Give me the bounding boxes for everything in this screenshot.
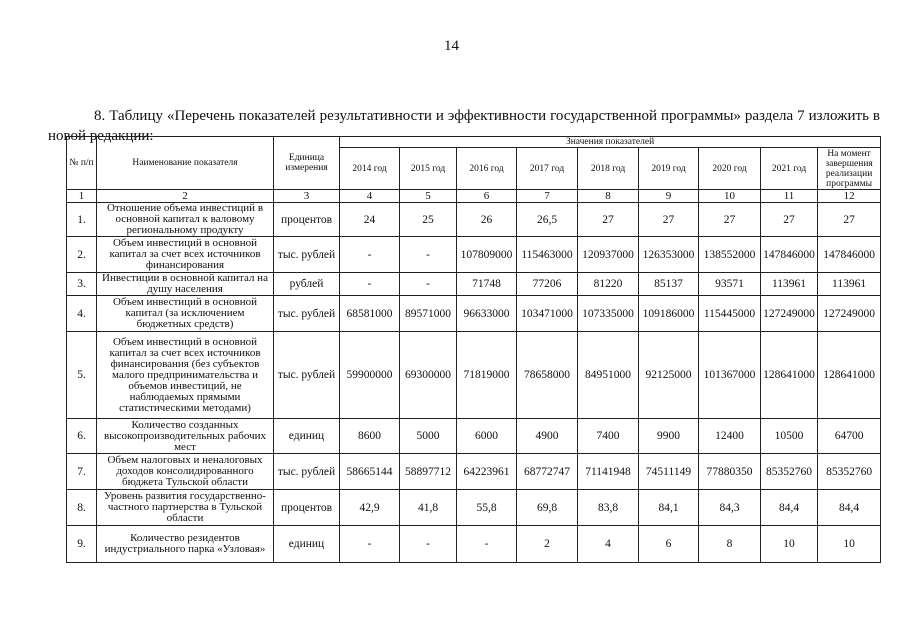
column-index-cell: 8 bbox=[578, 190, 639, 203]
indicators-table bbox=[66, 136, 881, 563]
table-row bbox=[67, 526, 881, 563]
value-cell: 115463000 bbox=[517, 237, 578, 273]
value-cell: 71141948 bbox=[578, 454, 639, 490]
table-row bbox=[67, 454, 881, 490]
value-cell: 27 bbox=[761, 203, 818, 237]
indicator-name: Количество резидентов индустриального парка «Узловая» bbox=[97, 526, 274, 563]
header-values-group: Значения показателей bbox=[340, 137, 881, 148]
value-cell: - bbox=[400, 237, 457, 273]
value-cell: - bbox=[340, 237, 400, 273]
header-name: Наименование показателя bbox=[97, 137, 274, 190]
value-cell: 81220 bbox=[578, 273, 639, 296]
table-row bbox=[67, 203, 881, 237]
value-cell: 5000 bbox=[400, 419, 457, 454]
header-year: 2021 год bbox=[761, 148, 818, 190]
value-cell: 113961 bbox=[761, 273, 818, 296]
value-cell: 107809000 bbox=[457, 237, 517, 273]
value-cell: 107335000 bbox=[578, 296, 639, 332]
value-cell: 84951000 bbox=[578, 332, 639, 419]
value-cell: 12400 bbox=[699, 419, 761, 454]
value-cell: 84,4 bbox=[818, 490, 881, 526]
value-cell: 128641000 bbox=[761, 332, 818, 419]
value-cell: 120937000 bbox=[578, 237, 639, 273]
table-row bbox=[67, 332, 881, 419]
value-cell: 27 bbox=[699, 203, 761, 237]
row-number: 3. bbox=[67, 273, 97, 296]
row-number: 2. bbox=[67, 237, 97, 273]
row-number: 8. bbox=[67, 490, 97, 526]
value-cell: 85137 bbox=[639, 273, 699, 296]
value-cell: 84,1 bbox=[639, 490, 699, 526]
value-cell: 127249000 bbox=[761, 296, 818, 332]
indicator-name: Объем инвестиций в основной капитал за счет всех источников финансирования (без субъектов малого предпринимательства и объемов инвестиций, не наблюдаемых прямыми статистическими методами) bbox=[97, 332, 274, 419]
row-number: 6. bbox=[67, 419, 97, 454]
header-year: 2020 год bbox=[699, 148, 761, 190]
value-cell: 8600 bbox=[340, 419, 400, 454]
indicator-name: Объем инвестиций в основной капитал за счет всех источников финансирования bbox=[97, 237, 274, 273]
value-cell: 59900000 bbox=[340, 332, 400, 419]
row-number: 1. bbox=[67, 203, 97, 237]
value-cell: 138552000 bbox=[699, 237, 761, 273]
value-cell: 147846000 bbox=[761, 237, 818, 273]
value-cell: 26 bbox=[457, 203, 517, 237]
value-cell: 27 bbox=[578, 203, 639, 237]
value-cell: 24 bbox=[340, 203, 400, 237]
value-cell: 42,9 bbox=[340, 490, 400, 526]
value-cell: 85352760 bbox=[761, 454, 818, 490]
column-index-cell: 9 bbox=[639, 190, 699, 203]
row-number: 4. bbox=[67, 296, 97, 332]
value-cell: 85352760 bbox=[818, 454, 881, 490]
header-year: 2017 год bbox=[517, 148, 578, 190]
value-cell: 10 bbox=[818, 526, 881, 563]
table-body bbox=[67, 190, 881, 563]
indicator-name: Уровень развития государственно-частного партнерства в Тульской области bbox=[97, 490, 274, 526]
table-header bbox=[67, 137, 881, 190]
value-cell: 93571 bbox=[699, 273, 761, 296]
header-year: 2018 год bbox=[578, 148, 639, 190]
value-cell: 103471000 bbox=[517, 296, 578, 332]
value-cell: 68772747 bbox=[517, 454, 578, 490]
table-row bbox=[67, 237, 881, 273]
column-index-cell: 1 bbox=[67, 190, 97, 203]
indicator-name: Количество созданных высокопроизводительных рабочих мест bbox=[97, 419, 274, 454]
value-cell: 147846000 bbox=[818, 237, 881, 273]
value-cell: 8 bbox=[699, 526, 761, 563]
value-cell: 68581000 bbox=[340, 296, 400, 332]
table-row bbox=[67, 273, 881, 296]
value-cell: 74511149 bbox=[639, 454, 699, 490]
unit-cell: процентов bbox=[274, 490, 340, 526]
value-cell: 9900 bbox=[639, 419, 699, 454]
row-number: 7. bbox=[67, 454, 97, 490]
unit-cell: единиц bbox=[274, 526, 340, 563]
value-cell: - bbox=[340, 526, 400, 563]
column-index-cell: 5 bbox=[400, 190, 457, 203]
unit-cell: тыс. рублей bbox=[274, 237, 340, 273]
value-cell: 6 bbox=[639, 526, 699, 563]
value-cell: 69,8 bbox=[517, 490, 578, 526]
value-cell: 25 bbox=[400, 203, 457, 237]
table-row bbox=[67, 490, 881, 526]
indicator-name: Объем налоговых и неналоговых доходов консолидированного бюджета Тульской области bbox=[97, 454, 274, 490]
column-index-row bbox=[67, 190, 881, 203]
value-cell: 7400 bbox=[578, 419, 639, 454]
column-index-cell: 6 bbox=[457, 190, 517, 203]
unit-cell: тыс. рублей bbox=[274, 296, 340, 332]
value-cell: 58665144 bbox=[340, 454, 400, 490]
unit-cell: тыс. рублей bbox=[274, 454, 340, 490]
value-cell: 58897712 bbox=[400, 454, 457, 490]
value-cell: - bbox=[400, 273, 457, 296]
value-cell: 64700 bbox=[818, 419, 881, 454]
value-cell: 26,5 bbox=[517, 203, 578, 237]
indicator-name: Отношение объема инвестиций в основной капитал к валовому региональному продукту bbox=[97, 203, 274, 237]
value-cell: 84,3 bbox=[699, 490, 761, 526]
value-cell: 77206 bbox=[517, 273, 578, 296]
table-row bbox=[67, 296, 881, 332]
value-cell: 101367000 bbox=[699, 332, 761, 419]
column-index-cell: 10 bbox=[699, 190, 761, 203]
header-year: 2016 год bbox=[457, 148, 517, 190]
value-cell: - bbox=[457, 526, 517, 563]
header-year: 2015 год bbox=[400, 148, 457, 190]
value-cell: 41,8 bbox=[400, 490, 457, 526]
unit-cell: единиц bbox=[274, 419, 340, 454]
header-year: На момент завершения реализации программы bbox=[818, 148, 881, 190]
header-unit: Единица измерения bbox=[274, 137, 340, 190]
value-cell: 78658000 bbox=[517, 332, 578, 419]
value-cell: 89571000 bbox=[400, 296, 457, 332]
row-number: 9. bbox=[67, 526, 97, 563]
column-index-cell: 2 bbox=[97, 190, 274, 203]
value-cell: 115445000 bbox=[699, 296, 761, 332]
value-cell: 10500 bbox=[761, 419, 818, 454]
value-cell: 71748 bbox=[457, 273, 517, 296]
column-index-cell: 7 bbox=[517, 190, 578, 203]
value-cell: 10 bbox=[761, 526, 818, 563]
value-cell: 77880350 bbox=[699, 454, 761, 490]
header-year: 2014 год bbox=[340, 148, 400, 190]
value-cell: 126353000 bbox=[639, 237, 699, 273]
value-cell: 96633000 bbox=[457, 296, 517, 332]
value-cell: 109186000 bbox=[639, 296, 699, 332]
column-index-cell: 3 bbox=[274, 190, 340, 203]
value-cell: 27 bbox=[639, 203, 699, 237]
value-cell: 84,4 bbox=[761, 490, 818, 526]
value-cell: 69300000 bbox=[400, 332, 457, 419]
value-cell: 128641000 bbox=[818, 332, 881, 419]
value-cell: 64223961 bbox=[457, 454, 517, 490]
unit-cell: тыс. рублей bbox=[274, 332, 340, 419]
table-row bbox=[67, 419, 881, 454]
indicator-name: Объем инвестиций в основной капитал (за исключением бюджетных средств) bbox=[97, 296, 274, 332]
intro-paragraph: 8. Таблицу «Перечень показателей результативности и эффективности государственной программы» раздела 7 изложить в новой редакции: bbox=[48, 108, 880, 144]
value-cell: 4 bbox=[578, 526, 639, 563]
value-cell: - bbox=[400, 526, 457, 563]
value-cell: 113961 bbox=[818, 273, 881, 296]
value-cell: 55,8 bbox=[457, 490, 517, 526]
value-cell: 4900 bbox=[517, 419, 578, 454]
value-cell: 2 bbox=[517, 526, 578, 563]
unit-cell: рублей bbox=[274, 273, 340, 296]
column-index-cell: 11 bbox=[761, 190, 818, 203]
value-cell: 92125000 bbox=[639, 332, 699, 419]
value-cell: 27 bbox=[818, 203, 881, 237]
header-num: № п/п bbox=[67, 137, 97, 190]
header-year: 2019 год bbox=[639, 148, 699, 190]
column-index-cell: 12 bbox=[818, 190, 881, 203]
value-cell: 127249000 bbox=[818, 296, 881, 332]
indicator-name: Инвестиции в основной капитал на душу населения bbox=[97, 273, 274, 296]
column-index-cell: 4 bbox=[340, 190, 400, 203]
value-cell: - bbox=[340, 273, 400, 296]
unit-cell: процентов bbox=[274, 203, 340, 237]
row-number: 5. bbox=[67, 332, 97, 419]
value-cell: 71819000 bbox=[457, 332, 517, 419]
value-cell: 83,8 bbox=[578, 490, 639, 526]
value-cell: 6000 bbox=[457, 419, 517, 454]
page-number: 14 bbox=[444, 38, 459, 54]
